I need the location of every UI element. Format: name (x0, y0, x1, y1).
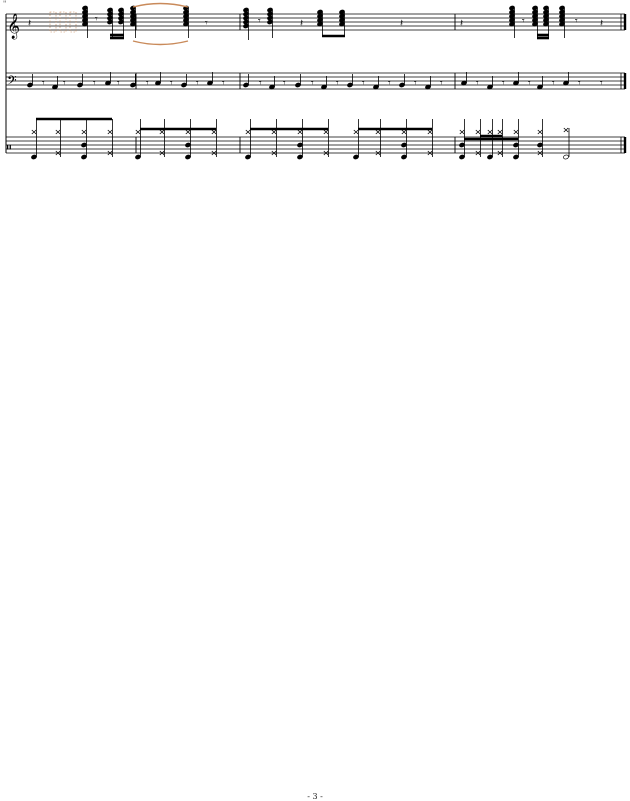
cross-notehead (564, 128, 568, 132)
eighth-rest: 𝄾 (522, 16, 525, 27)
cross-notehead (32, 130, 36, 134)
eighth-rest: 𝄾 (575, 16, 578, 27)
treble-clef-glyph: 𝄞 (7, 14, 21, 39)
cross-notehead (402, 130, 406, 134)
page-number: - 3 - (307, 792, 323, 801)
cross-notehead (324, 130, 328, 134)
eighth-rest: 𝄾 (205, 18, 208, 29)
cross-notehead (476, 130, 480, 134)
eighth-rest: 𝄾 (336, 78, 339, 89)
cross-notehead (56, 130, 60, 134)
page-corner-mark: " (3, 0, 7, 8)
eighth-rest: 𝄾 (311, 78, 314, 89)
eighth-rest: 𝄾 (222, 78, 225, 89)
eighth-rest: 𝄾 (502, 78, 505, 89)
cross-notehead (498, 130, 502, 134)
drums-staff (6, 137, 625, 156)
eighth-rest: 𝄾 (362, 78, 365, 89)
cross-notehead (488, 130, 492, 134)
eighth-rest: 𝄾 (528, 78, 531, 89)
treble-staff (6, 13, 625, 39)
cross-notehead (298, 130, 302, 134)
cross-notehead (186, 130, 190, 134)
bass-staff (6, 73, 625, 91)
eighth-rest: 𝄾 (259, 78, 262, 89)
tie-arc-top (133, 4, 188, 8)
cross-notehead (82, 130, 86, 134)
eighth-rest: 𝄾 (63, 78, 66, 89)
tie-arc-bottom (133, 41, 188, 45)
quarter-rest: 𝄽 (400, 18, 404, 29)
cross-notehead (160, 130, 164, 134)
quarter-rest: 𝄽 (300, 18, 304, 29)
eighth-rest: 𝄾 (600, 78, 603, 89)
final-notehead (563, 154, 569, 159)
eighth-rest: 𝄾 (95, 14, 98, 25)
cross-notehead (514, 130, 518, 134)
cross-notehead (538, 130, 542, 134)
eighth-rest: 𝄾 (258, 16, 261, 27)
bass-clef-glyph: 𝄢 (7, 73, 17, 91)
percussion-clef-glyph: 𝄥 (7, 141, 11, 156)
quarter-rest: 𝄽 (460, 18, 464, 29)
eighth-rest: 𝄾 (196, 78, 199, 89)
cross-notehead (354, 130, 358, 134)
eighth-rest: 𝄾 (414, 78, 417, 89)
cross-notehead (428, 130, 432, 134)
eighth-rest: 𝄾 (476, 78, 479, 89)
music-system (6, 4, 625, 160)
eighth-rest: 𝄾 (440, 78, 443, 89)
quarter-rest: 𝄽 (28, 18, 32, 29)
eighth-rest: 𝄾 (388, 78, 391, 89)
eighth-rest: 𝄾 (117, 78, 120, 89)
quarter-rest: 𝄽 (600, 18, 604, 29)
cross-notehead (246, 130, 250, 134)
cross-notehead (376, 130, 380, 134)
cross-notehead (136, 130, 140, 134)
eighth-rest: 𝄾 (283, 78, 286, 89)
eighth-rest: 𝄾 (93, 78, 96, 89)
eighth-rest: 𝄾 (578, 78, 581, 89)
cross-notehead (108, 130, 112, 134)
eighth-rest: 𝄾 (552, 78, 555, 89)
eighth-rest: 𝄾 (146, 78, 149, 89)
cross-notehead (460, 130, 464, 134)
eighth-rest: 𝄾 (42, 78, 45, 89)
cross-notehead (212, 130, 216, 134)
eighth-rest: 𝄾 (170, 78, 173, 89)
cross-notehead (272, 130, 276, 134)
